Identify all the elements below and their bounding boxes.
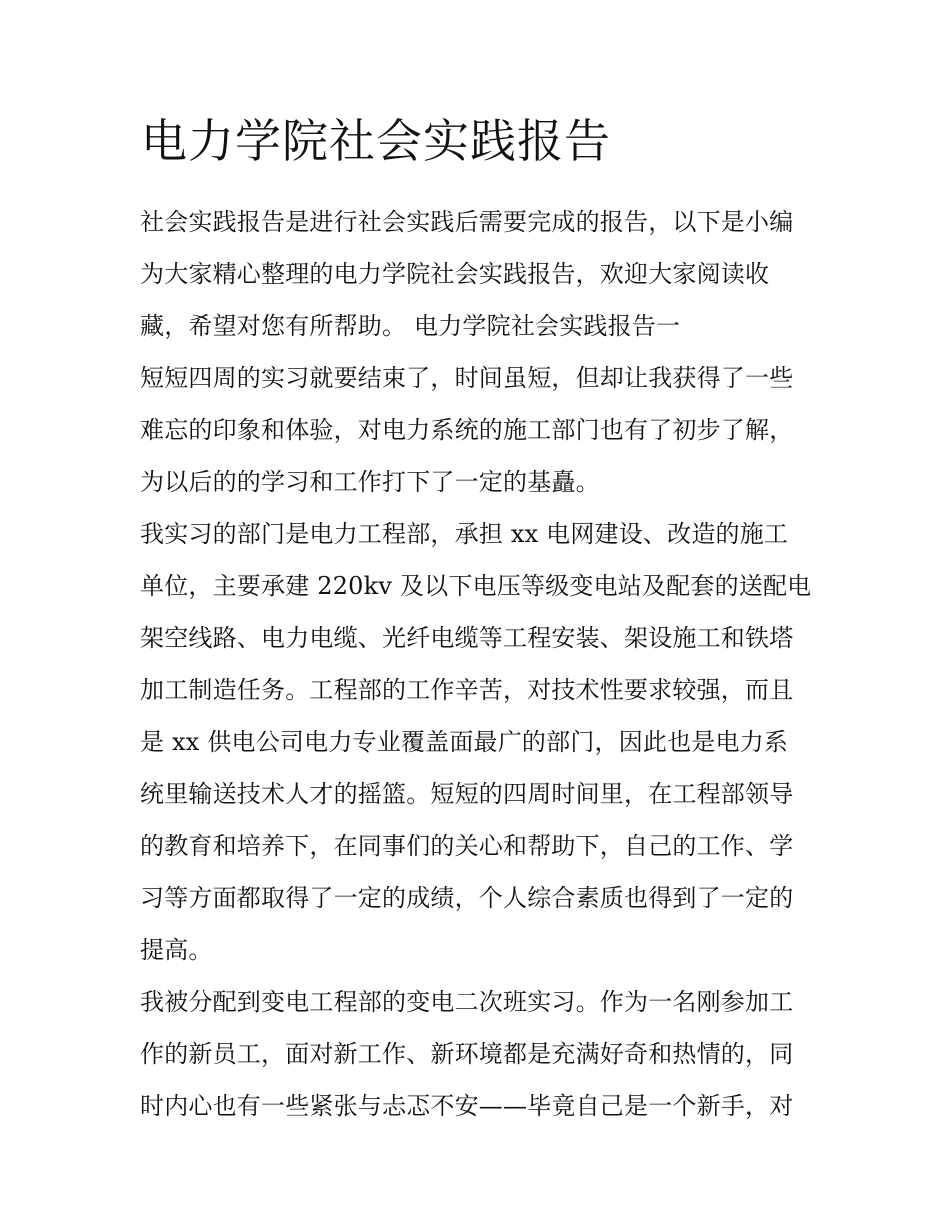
- text-line: 难忘的印象和体验，对电力系统的施工部门也有了初步了解，: [140, 416, 794, 444]
- text-line: 单位，主要承建 220kv 及以下电压等级变电站及配套的送配电: [140, 572, 812, 600]
- text-line: 时内心也有一些紧张与忐忑不安——毕竟自己是一个新手，对: [140, 1092, 794, 1120]
- text-line: 习等方面都取得了一定的成绩，个人综合素质也得到了一定的: [140, 884, 794, 912]
- text-line: 为以后的的学习和工作打下了一定的基矗。: [140, 468, 600, 496]
- text-line: 作的新员工，面对新工作、新环境都是充满好奇和热情的，同: [140, 1040, 794, 1068]
- document-body: [140, 196, 820, 1132]
- text-line: 加工制造任务。工程部的工作辛苦，对技术性要求较强，而且: [140, 676, 794, 704]
- text-line: 架空线路、电力电缆、光纤电缆等工程安装、架设施工和铁塔: [140, 624, 794, 652]
- document-title: 电力学院社会实践报告: [141, 114, 611, 168]
- text-line: 社会实践报告是进行社会实践后需要完成的报告，以下是小编: [140, 208, 794, 236]
- text-line: 短短四周的实习就要结束了，时间虽短，但却让我获得了一些: [140, 364, 794, 392]
- text-line: 统里输送技术人才的摇篮。短短的四周时间里，在工程部领导: [140, 780, 794, 808]
- text-line: 我实习的部门是电力工程部，承担 xx 电网建设、改造的施工: [140, 520, 789, 548]
- text-line: 我被分配到变电工程部的变电二次班实习。作为一名刚参加工: [140, 988, 794, 1016]
- text-line: 为大家精心整理的电力学院社会实践报告，欢迎大家阅读收: [140, 260, 770, 288]
- text-line: 提高。: [140, 936, 213, 964]
- text-line: 是 xx 供电公司电力专业覆盖面最广的部门，因此也是电力系: [140, 728, 789, 756]
- text-line: 藏，希望对您有所帮助。 电力学院社会实践报告一: [140, 312, 681, 340]
- text-line: 的教育和培养下，在同事们的关心和帮助下，自己的工作、学: [140, 832, 794, 860]
